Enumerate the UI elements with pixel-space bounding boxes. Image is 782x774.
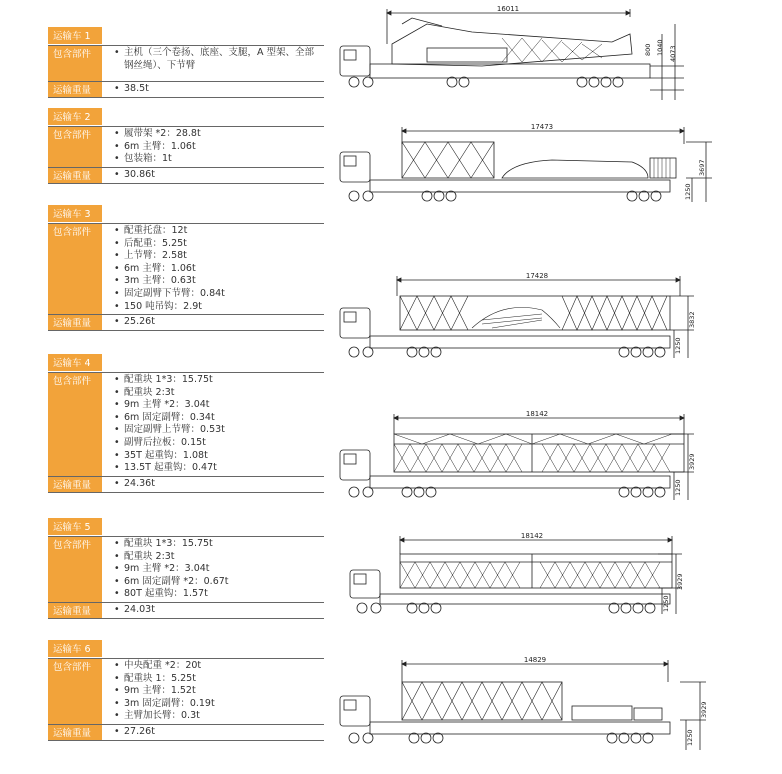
vehicle-title: 运输车 5 [48, 518, 102, 536]
part-item: • 6m 固定副臂 *2：0.67t [114, 576, 324, 589]
part-item: • 配重块 1*3：15.75t [114, 374, 324, 387]
weight-label: 运输重量 [48, 477, 102, 492]
height-dimension: 3929 [676, 573, 684, 590]
part-item: • 配重块 1：5.25t [114, 673, 324, 686]
truck-drawing-3 [332, 270, 772, 362]
parts-list [114, 47, 324, 72]
height-dimension: 3832 [688, 311, 696, 328]
height-dimension: 3929 [700, 701, 708, 718]
weight-value: • 30.86t [114, 169, 324, 182]
vehicle-block-6 [48, 640, 324, 741]
contents-label: 包含部件 [48, 127, 102, 167]
contents-label: 包含部件 [48, 224, 102, 314]
height-dimension: 1250 [684, 183, 692, 200]
weight-value: • 27.26t [114, 726, 324, 739]
weight-value: • 24.03t [114, 604, 324, 617]
part-item: • 13.5T 起重钩：0.47t [114, 462, 324, 475]
part-item: • 9m 主臂：1.52t [114, 685, 324, 698]
length-dimension: 17428 [525, 272, 549, 280]
vehicle-title: 运输车 4 [48, 354, 102, 372]
part-item: • 副臂后拉板：0.15t [114, 437, 324, 450]
length-dimension: 14829 [523, 656, 547, 664]
weight-label: 运输重量 [48, 82, 102, 97]
truck-drawing-2 [332, 122, 772, 206]
part-item: • 3m 固定副臂：0.19t [114, 698, 324, 711]
part-item: • 主臂加长臂：0.3t [114, 710, 324, 723]
part-item: • 后配重：5.25t [114, 238, 324, 251]
part-item: • 150 吨吊钩：2.9t [114, 301, 324, 314]
vehicle-title: 运输车 2 [48, 108, 102, 126]
vehicle-title: 运输车 6 [48, 640, 102, 658]
part-item: • 中央配重 *2：20t [114, 660, 324, 673]
length-dimension: 17473 [530, 123, 554, 131]
contents-label: 包含部件 [48, 537, 102, 602]
weight-value: • 24.36t [114, 478, 324, 491]
vehicle-block-3 [48, 205, 324, 331]
height-dimension: 3697 [698, 159, 706, 176]
contents-label: 包含部件 [48, 373, 102, 476]
weight-label: 运输重量 [48, 315, 102, 330]
parts-list [114, 374, 324, 475]
parts-list [114, 538, 324, 601]
vehicle-title: 运输车 1 [48, 27, 102, 45]
part-item: • 9m 主臂 *2：3.04t [114, 399, 324, 412]
part-item: • 主机（三个卷扬、底座、支腿，A 型架、全部钢丝绳）、下节臂 [114, 47, 322, 72]
part-item: • 6m 固定副臂：0.34t [114, 412, 324, 425]
part-item: • 3m 主臂：0.63t [114, 275, 324, 288]
vehicle-block-2 [48, 108, 324, 184]
length-dimension: 18142 [525, 410, 549, 418]
part-item: • 6m 主臂：1.06t [114, 263, 324, 276]
part-item: • 80T 起重钩：1.57t [114, 588, 324, 601]
weight-value: • 38.5t [114, 83, 324, 96]
length-dimension: 18142 [520, 532, 544, 540]
contents-label: 包含部件 [48, 659, 102, 724]
height-dimension: 1250 [674, 337, 682, 354]
part-item: • 包装箱：1t [114, 153, 324, 166]
vehicle-block-4 [48, 354, 324, 493]
height-dimension: 1040 [656, 39, 664, 56]
contents-label: 包含部件 [48, 46, 102, 81]
height-dimension: 3929 [688, 453, 696, 470]
parts-list [114, 225, 324, 313]
weight-label: 运输重量 [48, 603, 102, 618]
height-dimension: 4073 [669, 45, 677, 62]
length-dimension: 16011 [496, 5, 520, 13]
part-item: • 35T 起重钩：1.08t [114, 450, 324, 463]
part-item: • 9m 主臂 *2：3.04t [114, 563, 324, 576]
part-item: • 配重块 2:3t [114, 551, 324, 564]
part-item: • 配重块 1*3：15.75t [114, 538, 324, 551]
weight-label: 运输重量 [48, 725, 102, 740]
part-item: • 履带架 *2：28.8t [114, 128, 324, 141]
part-item: • 固定副臂上节臂：0.53t [114, 424, 324, 437]
weight-value: • 25.26t [114, 316, 324, 329]
height-dimension: 800 [644, 43, 652, 56]
parts-list [114, 128, 324, 166]
vehicle-block-1 [48, 27, 324, 98]
height-dimension: 1250 [686, 729, 694, 746]
weight-label: 运输重量 [48, 168, 102, 183]
truck-drawing-6 [332, 656, 772, 754]
vehicle-title: 运输车 3 [48, 205, 102, 223]
part-item: • 配重块 2:3t [114, 387, 324, 400]
part-item: • 上节臂：2.58t [114, 250, 324, 263]
parts-list [114, 660, 324, 723]
height-dimension: 1250 [662, 595, 670, 612]
truck-drawing-1 [332, 4, 772, 102]
height-dimension: 1250 [674, 479, 682, 496]
truck-drawing-5 [332, 532, 772, 616]
vehicle-block-5 [48, 518, 324, 619]
part-item: • 固定副臂下节臂：0.84t [114, 288, 324, 301]
part-item: • 6m 主臂：1.06t [114, 141, 324, 154]
part-item: • 配重托盘：12t [114, 225, 324, 238]
truck-drawing-4 [332, 410, 772, 504]
